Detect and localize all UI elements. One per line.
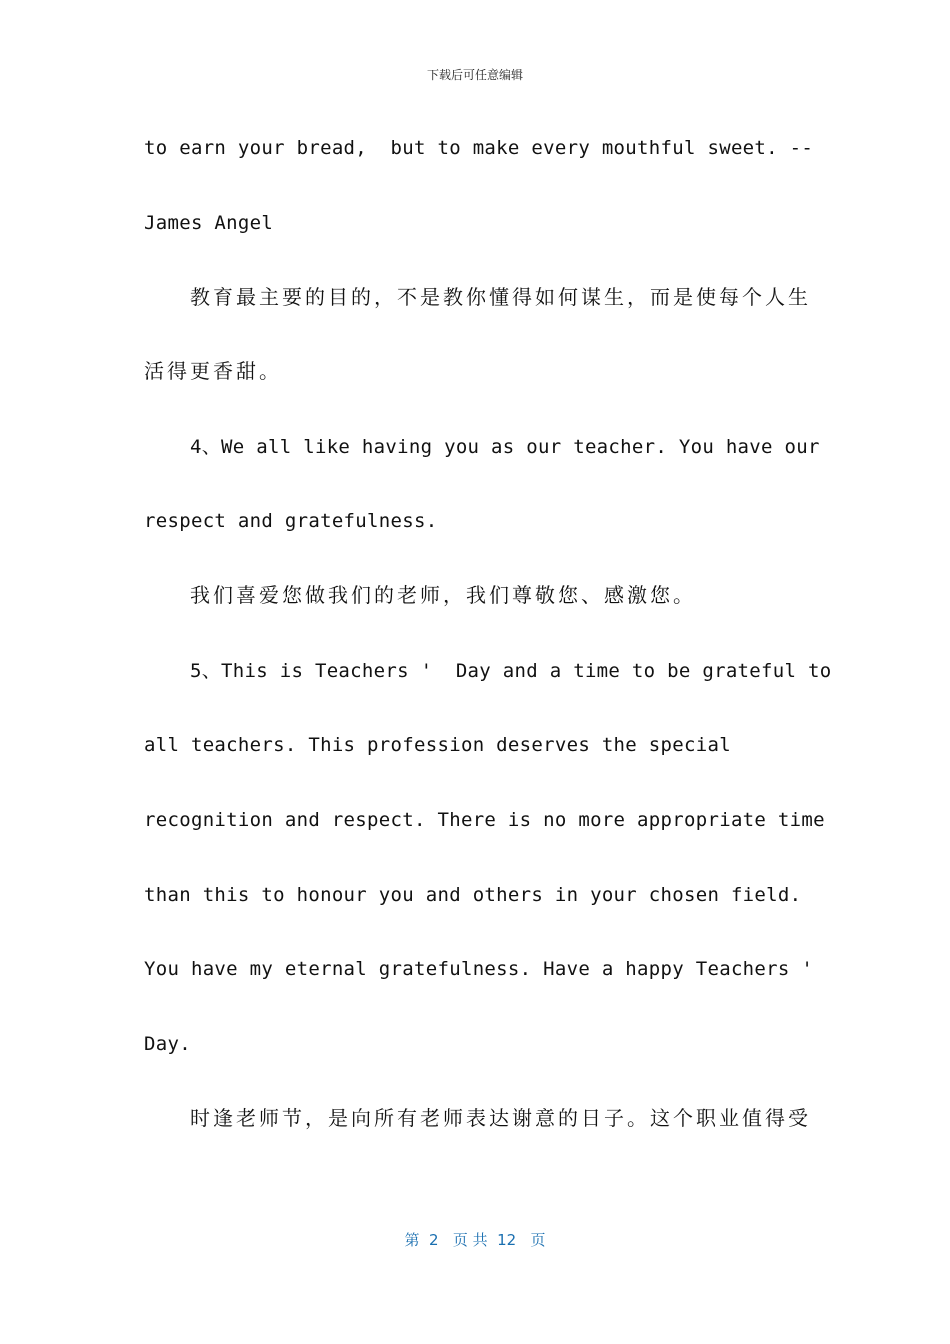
page-number-footer: 第 2 页 共 12 页 [404, 1231, 546, 1249]
text-line: 教育最主要的目的，不是教你懂得如何谋生，而是使每个人生 [190, 285, 811, 309]
text-line: 时逢老师节，是向所有老师表达谢意的日子。这个职业值得受 [190, 1106, 811, 1130]
text-line: 我们喜爱您做我们的老师，我们尊敬您、感激您。 [190, 583, 696, 607]
text-line: to earn your bread, but to make every mouthful sweet. -- [144, 137, 814, 159]
text-line: James Angel [144, 212, 274, 234]
text-line: respect and gratefulness. [144, 510, 438, 532]
text-line: all teachers. This profession deserves the special [144, 734, 731, 756]
text-line: recognition and respect. There is no more appropriate time [144, 809, 825, 831]
text-line: Day. [144, 1033, 191, 1055]
text-line: than this to honour you and others in your chosen field. [144, 884, 802, 906]
text-line: You have my eternal gratefulness. Have a happy Teachers ' [144, 958, 814, 980]
text-line: 活得更香甜。 [144, 359, 282, 383]
page-header: 下载后可任意编辑 [426, 68, 523, 82]
text-line: 4、We all like having you as our teacher. You have our [190, 436, 820, 458]
text-line: 5、This is Teachers ' Day and a time to be grateful to [190, 660, 832, 682]
